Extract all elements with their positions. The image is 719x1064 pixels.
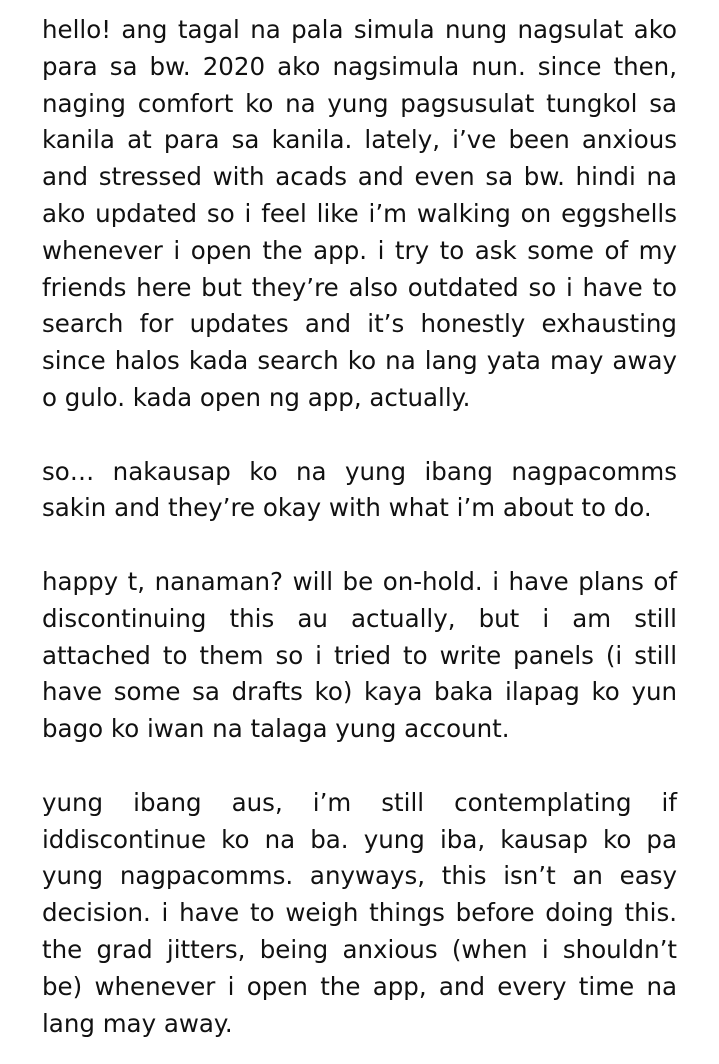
paragraph-happy-t: happy t, nanaman? will be on-hold. i have plans of discontinuing this au actually, but i am still attached to them so i tried to write panels (i still have some sa drafts ko) kaya baka ilapag ko yun bago ko iwan na talaga yung account. [42, 566, 677, 744]
paragraph-intro: hello! ang tagal na pala simula nung nagsulat ako para sa bw. 2020 ako nagsimula nun. since then, naging comfort ko na yung pagsusulat tungkol sa kanila at para sa kanila. lately, i’ve been anxious and stressed with acads and even sa bw. hindi na ako updated so i feel like i’m walking on eggshells whenever i open the app. i try to ask some of my friends here but they’re also outdated so i have to search for updates and it’s honestly exhausting since halos kada search ko na lang yata may away o gulo. kada open ng app, actually. [42, 15, 677, 412]
document-page [42, 12, 677, 1042]
paragraph-other-aus: yung ibang aus, i’m still contemplating if iddiscontinue ko na ba. yung iba, kausap ko pa yung nagpacomms. anyways, this isn’t an easy decision. i have to weigh things before doing this. the grad jitters, being anxious (when i shouldn’t be) whenever i open the app, and every time na lang may away. [42, 787, 677, 1038]
paragraph-comms: so… nakausap ko na yung ibang nagpacomms sakin and they’re okay with what i’m about to do. [42, 456, 677, 523]
